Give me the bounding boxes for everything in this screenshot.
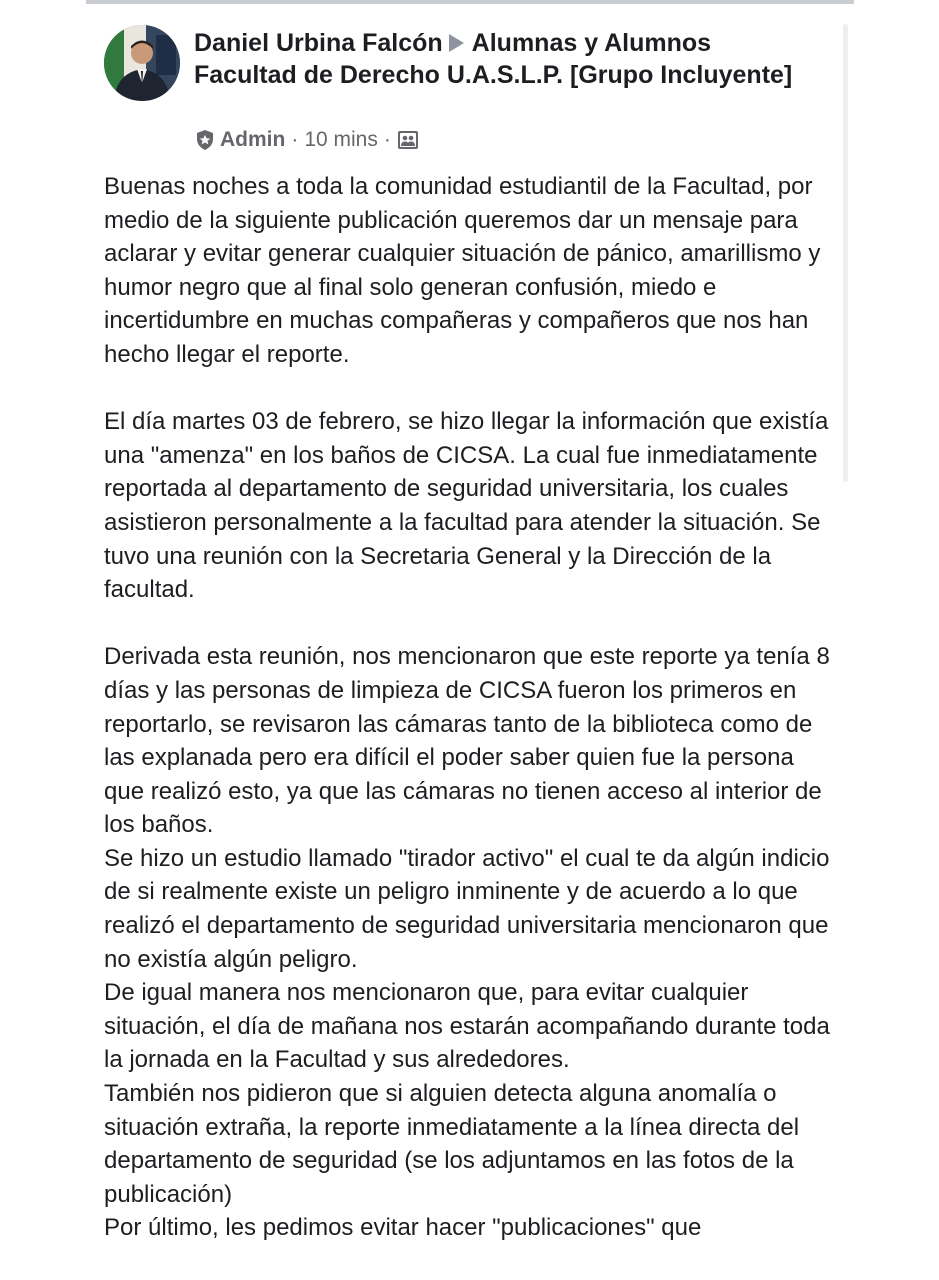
meta-separator: · [383,128,391,151]
post-timestamp[interactable]: 10 mins [304,128,378,151]
avatar[interactable] [104,25,180,101]
avatar-image [104,25,180,101]
arrow-right-icon [449,34,464,52]
post-header [194,27,794,91]
post-meta [195,125,419,155]
post-paragraph: El día martes 03 de febrero, se hizo llegar la información que existía una "amenza" en los baños de CICSA. La cual fue inmediatamente reportada al departamento de seguridad universitaria, los cuales asistieron personalmente a la facultad para atender la situación. Se tuvo una reunión con la Secretaria General y la Dirección de la facultad. [104,408,829,604]
author-name-link[interactable]: Daniel Urbina Falcón [194,29,443,57]
post-paragraph: Derivada esta reunión, nos mencionaron que este reporte ya tenía 8 días y las personas de limpieza de CICSA fueron los primeros en reportarlo, se revisaron las cámaras tanto de la biblioteca como de las explanada pero era difícil el poder saber quien fue la persona que realizó esto, ya que las cámaras no tienen acceso al interior de los baños. Se hizo un estudio llamado "tirador activo" el cual te da algún indicio de si realmente existe un peligro inminente y de acuerdo a lo que realizó el departamento de seguridad universitaria mencionaron que no existía algún peligro. De igual manera nos mencionaron que, para evitar cualquier situación, el día de mañana nos estarán acompañando durante toda la jornada en la Facultad y sus alrededores. También nos pidieron que si alguien detecta alguna anomalía o situación extraña, la reporte inmediatamente a la línea directa del departamento de seguridad (se los adjuntamos en las fotos de la publicación) Por último, les pedimos evitar hacer "publicaciones" que [104,643,830,1242]
meta-separator: · [291,128,299,151]
group-name-link[interactable]: Alumnas y Alumnos Facultad de Derecho U.A.S.L.P. [Grupo Incluyente] [194,29,793,89]
admin-badge: Admin [220,128,286,151]
post-body [104,170,839,1245]
shield-icon [195,129,215,151]
post-paragraph: Buenas noches a toda la comunidad estudiantil de la Facultad, por medio de la siguiente publicación queremos dar un mensaje para aclarar y evitar generar cualquier situación de pánico, amarillismo y humor negro que al final solo generan confusión, miedo e incertidumbre en muchas compañeras y compañeros que nos han hecho llegar el reporte. [104,173,821,368]
group-icon[interactable] [397,130,419,150]
